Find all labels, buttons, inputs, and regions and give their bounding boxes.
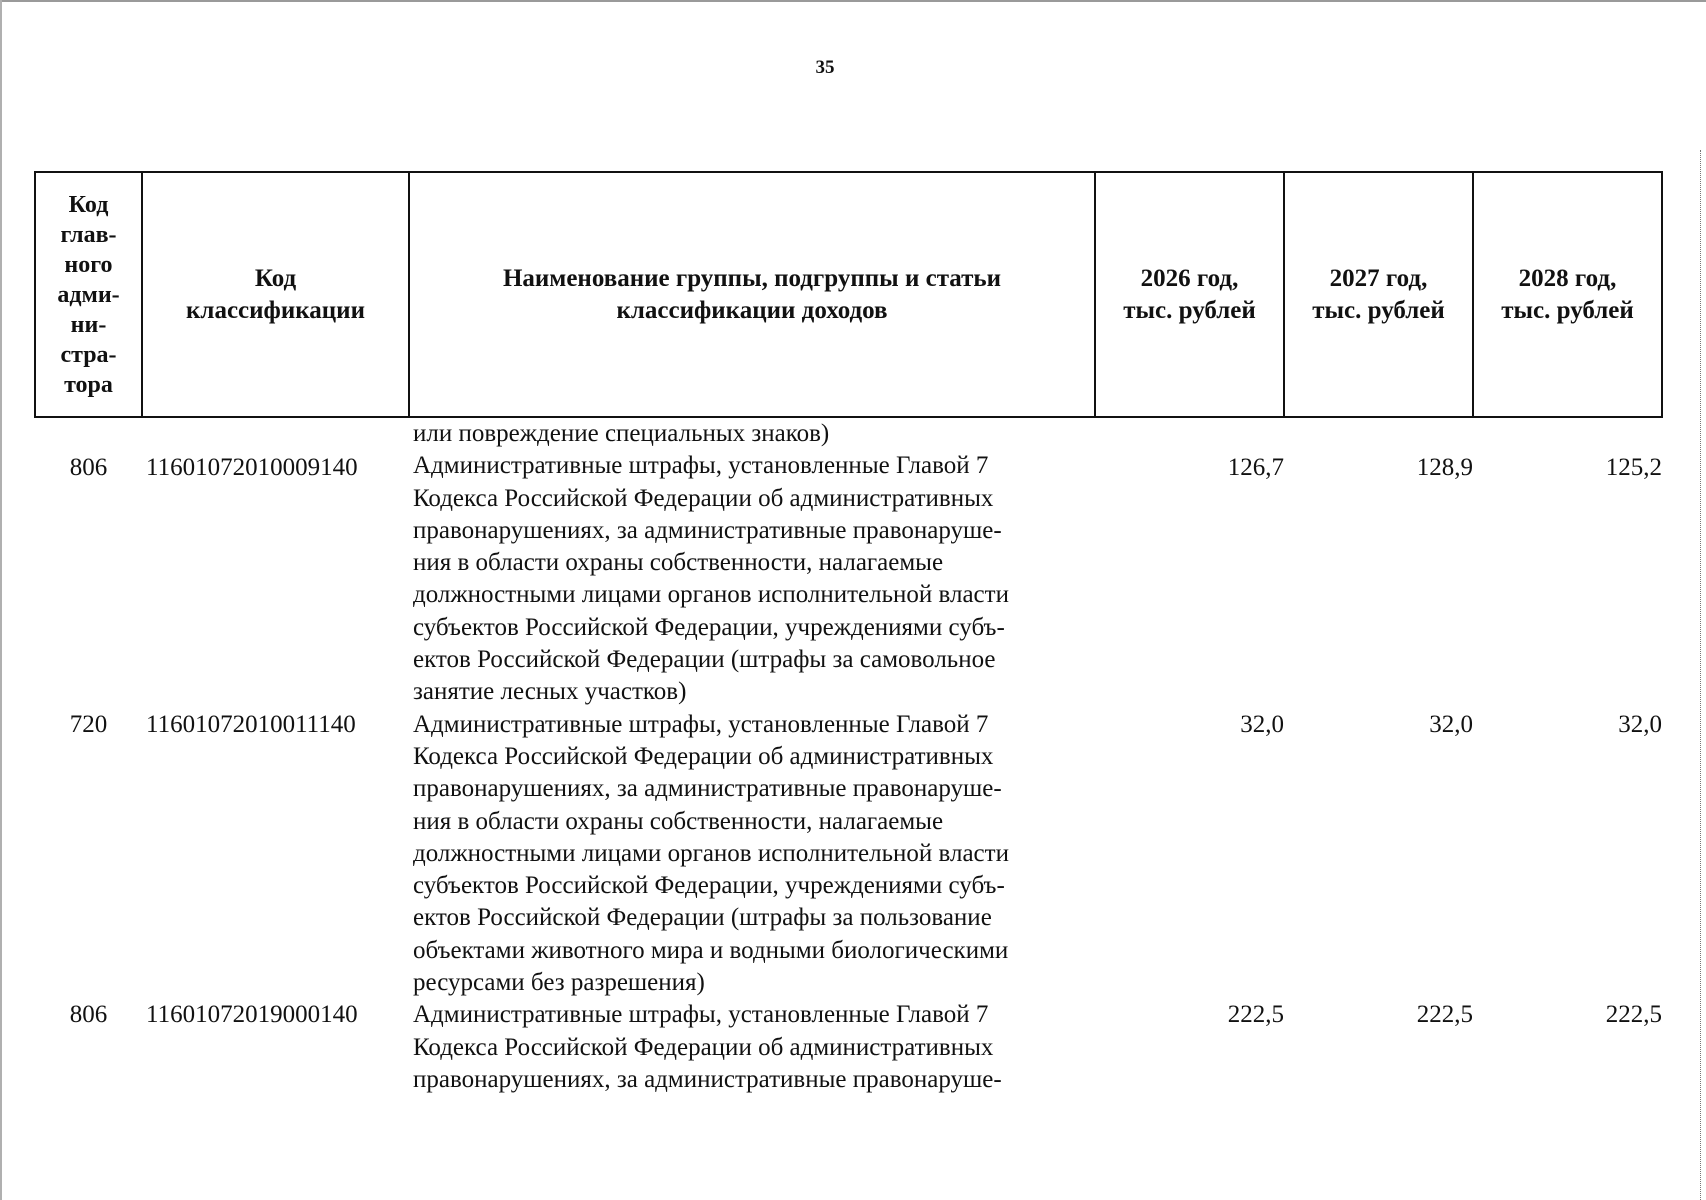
name-line: Кодекса Российской Федерации об административных	[413, 742, 994, 770]
cell-2028: 125,2	[1605, 454, 1662, 481]
header-name: Наименование группы, подгруппы и статьи классификации доходов	[409, 172, 1095, 417]
table-row	[35, 999, 1662, 1096]
name-line: ния в области охраны собственности, налагаемые	[413, 807, 944, 835]
name-line: ресурсами без разрешения)	[413, 969, 705, 997]
cell-2026: 222,5	[1227, 1001, 1284, 1029]
name-line: правонарушениях, за административные правонаруше-	[413, 516, 1002, 544]
name-line: должностными лицами органов исполнительной власти	[413, 839, 1009, 867]
header-2028: 2028 год, тыс. рублей	[1473, 172, 1662, 417]
cell-name	[409, 417, 1095, 709]
cell-admin: 806	[69, 454, 108, 481]
name-line: Кодекса Российской Федерации об административных	[413, 1033, 994, 1061]
cell-2027: 128,9	[1416, 454, 1473, 481]
header-2027: 2027 год, тыс. рублей	[1284, 172, 1473, 417]
cell-2027: 222,5	[1416, 1001, 1473, 1029]
name-line: субъектов Российской Федерации, учреждениями субъ-	[413, 613, 1005, 641]
cell-2028: 222,5	[1605, 1001, 1662, 1029]
table-row	[35, 417, 1662, 709]
cell-2027: 32,0	[1429, 710, 1473, 738]
name-line: Кодекса Российской Федерации об административных	[413, 484, 994, 512]
cell-name	[409, 999, 1095, 1096]
header-classification-code: Код классификации	[142, 172, 409, 417]
name-line: ектов Российской Федерации (штрафы за пользование	[413, 904, 992, 932]
page-number: 35	[815, 57, 835, 78]
name-line: правонарушениях, за административные правонаруше-	[413, 775, 1002, 803]
name-line: занятие лесных участков)	[413, 678, 687, 706]
table-body	[35, 417, 1662, 1096]
name-line: ния в области охраны собственности, налагаемые	[413, 549, 944, 577]
cell-code: 11601072010009140	[146, 454, 358, 481]
cell-2028: 32,0	[1618, 710, 1662, 738]
name-line: Административные штрафы, установленные Главой 7	[413, 1001, 989, 1029]
name-line: субъектов Российской Федерации, учреждениями субъ-	[413, 872, 1005, 900]
name-line: должностными лицами органов исполнительной власти	[413, 581, 1009, 609]
name-line: Административные штрафы, установленные Главой 7	[413, 452, 989, 480]
cell-name	[409, 709, 1095, 1000]
table-header	[35, 172, 1662, 417]
header-admin-code: Код глав- ного адми- ни- стра- тора	[35, 172, 142, 417]
table-row	[35, 709, 1662, 1000]
cell-code: 11601072010011140	[146, 710, 356, 738]
cell-admin: 720	[69, 710, 108, 738]
cell-2026: 32,0	[1240, 710, 1284, 738]
revenue-table	[34, 171, 1663, 1096]
name-line: ектов Российской Федерации (штрафы за самовольное	[413, 646, 996, 674]
cell-code: 11601072019000140	[146, 1001, 358, 1029]
page-top-edge	[0, 0, 1706, 2]
header-2026: 2026 год, тыс. рублей	[1095, 172, 1284, 417]
name-line: объектами животного мира и водными биологическими	[413, 936, 1009, 964]
page-right-edge	[1700, 150, 1702, 1200]
name-line: правонарушениях, за административные правонаруше-	[413, 1065, 1002, 1093]
page-left-edge	[0, 0, 2, 1200]
cell-2026: 126,7	[1227, 454, 1284, 481]
name-line: Административные штрафы, установленные Главой 7	[413, 710, 989, 738]
cell-admin: 806	[69, 1001, 108, 1029]
continuation-text: или повреждение специальных знаков)	[413, 420, 830, 447]
